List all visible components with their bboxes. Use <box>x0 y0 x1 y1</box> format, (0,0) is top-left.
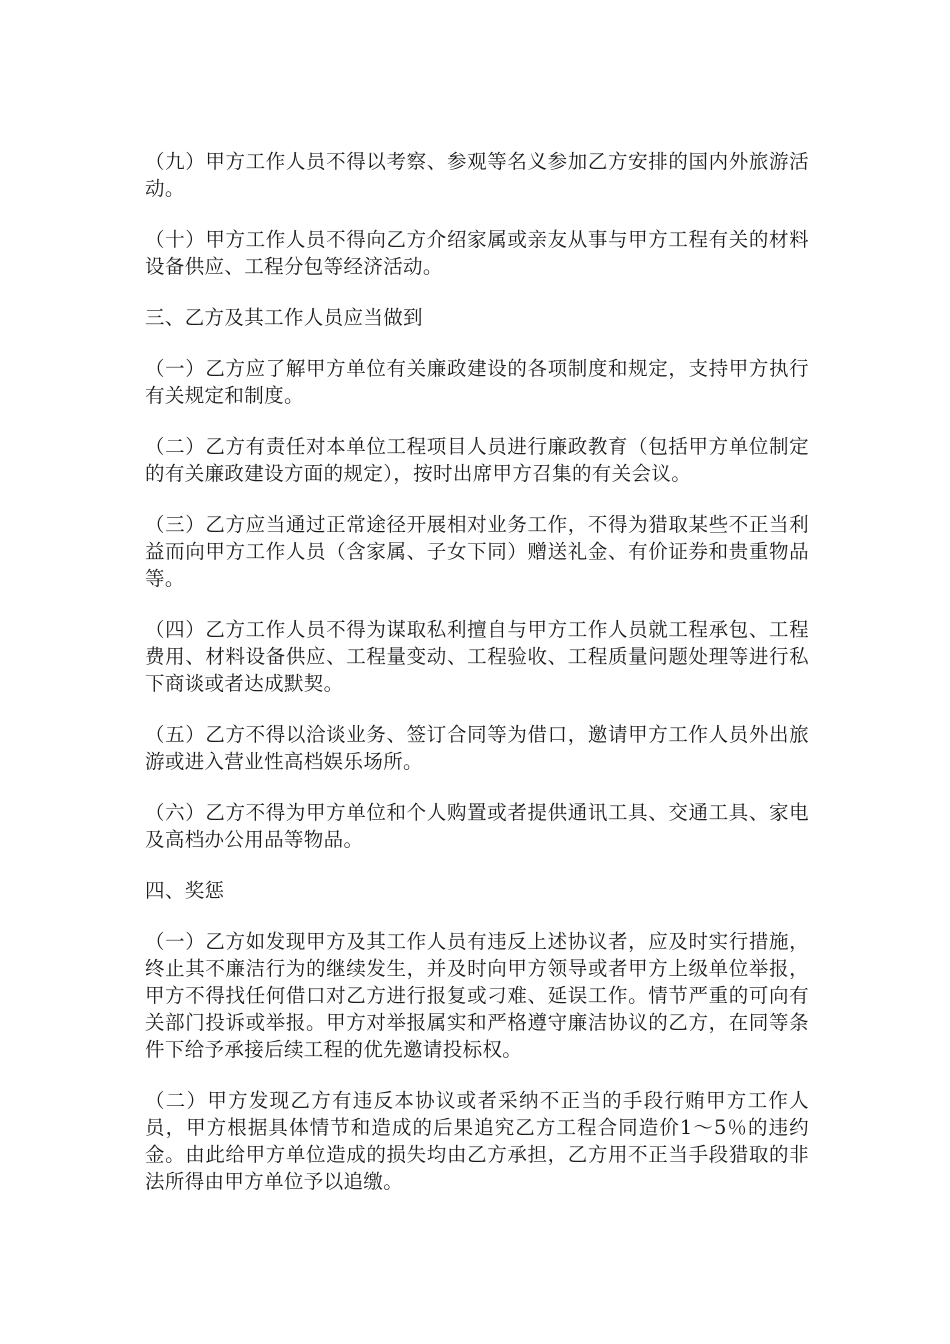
clause-3-5: （五）乙方不得以洽谈业务、签订合同等为借口，邀请甲方工作人员外出旅游或进入营业性高档娱乐场所。 <box>145 723 809 773</box>
clause-4-1: （一）乙方如发现甲方及其工作人员有违反上述协议者，应及时实行措施，终止其不廉洁行为的继续发生，并及时向甲方领导或者甲方上级单位举报，甲方不得找任何借口对乙方进行报复或刁难、延误工作。情节严重的可向有关部门投诉或举报。甲方对举报属实和严格遵守廉洁协议的乙方，在同等条件下给予承接后续工程的优先邀请投标权。 <box>145 930 809 1061</box>
clause-3-6: （六）乙方不得为甲方单位和个人购置或者提供通讯工具、交通工具、家电及高档办公用品等物品。 <box>145 801 809 851</box>
clause-3-3: （三）乙方应当通过正常途径开展相对业务工作，不得为猎取某些不正当利益而向甲方工作人员（含家属、子女下同）赠送礼金、有价证券和贵重物品等。 <box>145 513 809 590</box>
clause-3-2: （二）乙方有责任对本单位工程项目人员进行廉政教育（包括甲方单位制定的有关廉政建设方面的规定），按时出席甲方召集的有关会议。 <box>145 435 809 485</box>
clause-10: （十）甲方工作人员不得向乙方介绍家属或亲友从事与甲方工程有关的材料设备供应、工程分包等经济活动。 <box>145 228 809 278</box>
section-heading-4: 四、奖惩 <box>145 879 225 902</box>
clause-9: （九）甲方工作人员不得以考察、参观等名义参加乙方安排的国内外旅游活动。 <box>145 150 809 200</box>
clause-3-4: （四）乙方工作人员不得为谋取私利擅自与甲方工作人员就工程承包、工程费用、材料设备供应、工程量变动、工程验收、工程质量问题处理等进行私下商谈或者达成默契。 <box>145 618 809 695</box>
clause-4-2: （二）甲方发现乙方有违反本协议或者采纳不正当的手段行贿甲方工作人员，甲方根据具体情节和造成的后果追究乙方工程合同造价1～5％的违约金。由此给甲方单位造成的损失均由乙方承担，乙方用不正当手段猎取的非法所得由甲方单位予以追缴。 <box>145 1089 809 1193</box>
document-body <box>145 148 809 1219</box>
section-heading-3: 三、乙方及其工作人员应当做到 <box>145 306 423 329</box>
clause-3-1: （一）乙方应了解甲方单位有关廉政建设的各项制度和规定，支持甲方执行有关规定和制度。 <box>145 357 809 407</box>
